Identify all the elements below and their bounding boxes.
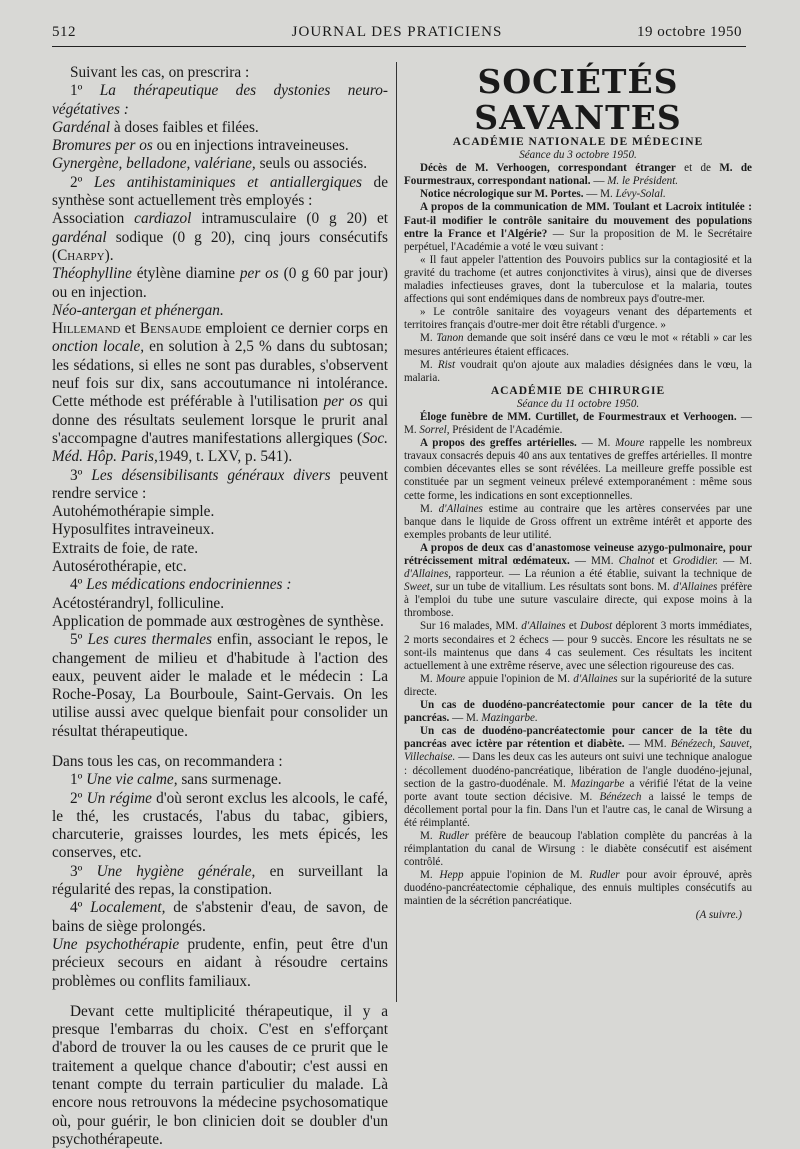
page-number: 512 <box>52 24 76 40</box>
header-rule <box>52 46 746 47</box>
paragraph: Hyposulfites intraveineux. <box>52 521 215 539</box>
paragraph: Sur 16 malades, MM. d'Allaines et Dubost déplorent 3 morts immédiates, 2 morts secondaires et 2 échecs — pour 9 succès. Encore les résultats ne se sont-ils maintenus que dans 4 cas seulement. Ces résultats les incitent actuellement à une extrême réserve, avec une sélection rigoureuse des cas. <box>404 620 752 672</box>
paragraph: Un cas de duodéno-pancréatectomie pour cancer de la tête du pancréas avec ictère par rétention et diabète. — MM. Bénézech, Sauvet, Villechaise. — Dans les deux cas les auteurs ont suivi une technique analogue : décollement duodéno-pancréatique, libération de l'angle duodéno-jejunal, section de la gastro-duodénale. M. Mazingarbe a vérifié l'état de la veine porte avant toute section décisive. M. Bénézech a laissé le temps de décollement portal pour la fin. Dans l'un et l'autre cas, le canal de Wirsung a été réimplanté. <box>404 725 752 829</box>
paragraph: 2º Un régime d'où seront exclus les alcools, le café, le thé, les crustacés, l'abus du tabac, gibiers, charcuterie, graisses lourdes, les mets épicés, les conserves, etc. <box>52 789 388 862</box>
page-header <box>52 24 742 48</box>
paragraph: 3º Les désensibilisants généraux divers peuvent rendre service : <box>52 466 388 502</box>
paragraph: M. Moure appuie l'opinion de M. d'Allaines sur la supériorité de la suture directe. <box>404 672 752 698</box>
paragraph: Autohémothérapie simple. <box>52 503 215 521</box>
paragraph: Néo-antergan et phénergan. <box>52 301 224 319</box>
session-date: Séance du 3 octobre 1950. <box>519 149 637 162</box>
paragraph: Dans tous les cas, on recommandera : <box>52 752 283 770</box>
paragraph: M. d'Allaines estime au contraire que les artères conservées par une banque dans le liquide de Gross offrent un extrême intérêt et apporte des exemples probants de leur utilité. <box>404 502 752 541</box>
paragraph: M. Rist voudrait qu'on ajoute aux maladies désignées dans le vœu, la malaria. <box>404 358 752 384</box>
paragraph: « Il faut appeler l'attention des Pouvoirs publics sur la contagiosité et la gravité du trachome (et autres conjonctivites à virus), ainsi que de diverses maladies infectieuses graves, dont la tuberculose et la malaria, toutes affections qui sont endémiques dans de nombreux pays d'outre-mer. <box>404 253 752 306</box>
paragraph: Application de pommade aux œstrogènes de synthèse. <box>52 612 384 630</box>
paragraph: » Le contrôle sanitaire des voyageurs venant des départements et territoires français d'outre-mer doit être rétabli d'urgence. » <box>404 306 752 332</box>
paragraph: Autosérothérapie, etc. <box>52 558 187 576</box>
paragraph: Hillemand et Bensaude emploient ce dernier corps en onction locale, en solution à 2,5 % dans du subtosan; les sédations, si elles ne sont pas durables, s'observent neuf fois sur dix, sans accoutumance ni intolérance. Cette méthode est préférable à l'utilisation per os qui donne des résultats seulement lorsque le prurit anal s'accompagne d'autres manifestations allergiques (Soc. Méd. Hôp. Paris,1949, t. LXV, p. 541). <box>52 320 388 466</box>
left-column <box>52 64 388 1149</box>
paragraph: Acétostérandryl, folliculine. <box>52 594 225 612</box>
paragraph: 2º Les antihistaminiques et antiallergiques de synthèse sont actuellement très employés : <box>52 173 388 210</box>
paragraph: Une psychothérapie prudente, enfin, peut être d'un précieux secours en aidant à résoudre certains problèmes ou conflits familiaux. <box>52 935 389 990</box>
paragraph: M. Tanon demande que soit inséré dans ce vœu le mot « rétabli » car les mesures antérieures étaient efficaces. <box>404 332 752 358</box>
paragraph: Théophylline étylène diamine per os (0 g 60 par jour) ou en injection. <box>52 265 388 301</box>
paragraph: A propos de deux cas d'anastomose veineuse azygo-pulmonaire, pour rétrécissement mitral œdémateux. — MM. Chalnot et Grodidier. — M. d'Allaines, rapporteur. — La réunion a été établie, suivant la technique de Sweet, sur un tube de vitallium. Les résultats sont bons. M. d'Allaines préfère à l'emploi du tube une suture vasculaire directe, qui expose moins à la thrombose. <box>404 541 753 620</box>
paragraph: M. Rudler préfère de beaucoup l'ablation complète du pancréas à la réimplantation du canal de Wirsung : le diabète consécutif est aisément contrôlé. <box>404 829 752 869</box>
paragraph: 4º Localement, de s'abstenir d'eau, de savon, de bains de siège prolongés. <box>52 899 388 935</box>
right-column <box>404 64 752 922</box>
paragraph: 1º La thérapeutique des dystonies neuro-végétatives : <box>52 82 388 118</box>
paragraph: Suivant les cas, on prescrira : <box>70 64 250 81</box>
paragraph: Décès de M. Verhoogen, correspondant étranger et de M. de Fourmestraux, correspondant national. — M. le Président. <box>404 162 752 188</box>
to-be-continued: (A suivre.) <box>695 908 742 921</box>
session-date: Séance du 11 octobre 1950. <box>516 397 640 410</box>
paragraph: Gynergène, belladone, valériane, seuls ou associés. <box>52 155 368 173</box>
paragraph: Extraits de foie, de rate. <box>52 539 199 557</box>
paragraph: 4º Les médications endocriniennes : <box>70 576 292 594</box>
paragraph: Un cas de duodéno-pancréatectomie pour cancer de la tête du pancréas. — M. Mazingarbe. <box>404 699 752 725</box>
paragraph: Notice nécrologique sur M. Portes. — M. Lévy-Solal. <box>420 188 666 201</box>
paragraph: 5º Les cures thermales enfin, associant le repos, le changement de milieu et d'habitude à l'action des eaux, peuvent aider le malade et le médecin : La Roche-Posay, La Bourboule, Saint-Gervais. On les utilise aussi avec quelque bienfait pour consolider un résultat thérapeutique. <box>52 631 388 740</box>
issue-date: 19 octobre 1950 <box>637 24 742 40</box>
paragraph: Gardénal à doses faibles et filées. <box>52 118 259 136</box>
paragraph: Bromures per os ou en injections intraveineuses. <box>52 137 349 155</box>
journal-title: JOURNAL DES PRATICIENS <box>291 24 503 40</box>
academy-heading: ACADÉMIE NATIONALE DE MÉDECINE <box>452 136 704 148</box>
paragraph: 3º Une hygiène générale, en surveillant la régularité des repas, la constipation. <box>52 862 388 899</box>
paragraph: A propos de la communication de MM. Toulant et Lacroix intitulée : Faut-il modifier le contrôle sanitaire du mouvement des populations entre la France et l'Algérie? — Sur la proposition de M. le Secrétaire perpétuel, l'Académie a voté le vœu suivant : <box>404 201 752 253</box>
column-divider <box>396 62 397 1002</box>
paragraph: M. Hepp appuie l'opinion de M. Rudler pour avoir éprouvé, après duodéno-pancréatectomie céphalique, des ennuis multiples consécutifs au maintien de la sécrétion pancréatique. <box>404 869 752 908</box>
paragraph: 1º Une vie calme, sans surmenage. <box>70 771 282 789</box>
section-title: SOCIÉTÉS SAVANTES <box>474 62 682 137</box>
paragraph: Éloge funèbre de MM. Curtillet, de Fourmestraux et Verhoogen. — M. Sorrel, Président de l'Académie. <box>404 410 752 437</box>
paragraph: Devant cette multiplicité thérapeutique, il y a presque l'embarras du choix. C'est en s'efforçant d'abord de trouver la ou les causes de ce prurit que le traitement a quelque chance d'aboutir; c'est aussi en tenant compte du terrain particulier du malade. Là encore nous retrouvons la médecine psychosomatique où, pour guérir, le bon clinicien doit se doubler d'un psychothérapeute. <box>52 1002 388 1148</box>
academy-heading: ACADÉMIE DE CHIRURGIE <box>490 384 666 397</box>
paragraph: Association cardiazol intramusculaire (0 g 20) et gardénal sodique (0 g 20), cinq jours consécutifs (Charpy). <box>52 210 388 264</box>
paragraph: A propos des greffes artérielles. — M. Moure rappelle les nombreux travaux consacrés depuis 40 ans aux tentatives de greffes artérielles. Il montre combien décevantes elles se sont révélées. La meilleure greffe possible est constituée par un segment veineux prélevé extemporanément : même sous cette forme, les indications en sont exceptionnelles. <box>404 437 752 502</box>
